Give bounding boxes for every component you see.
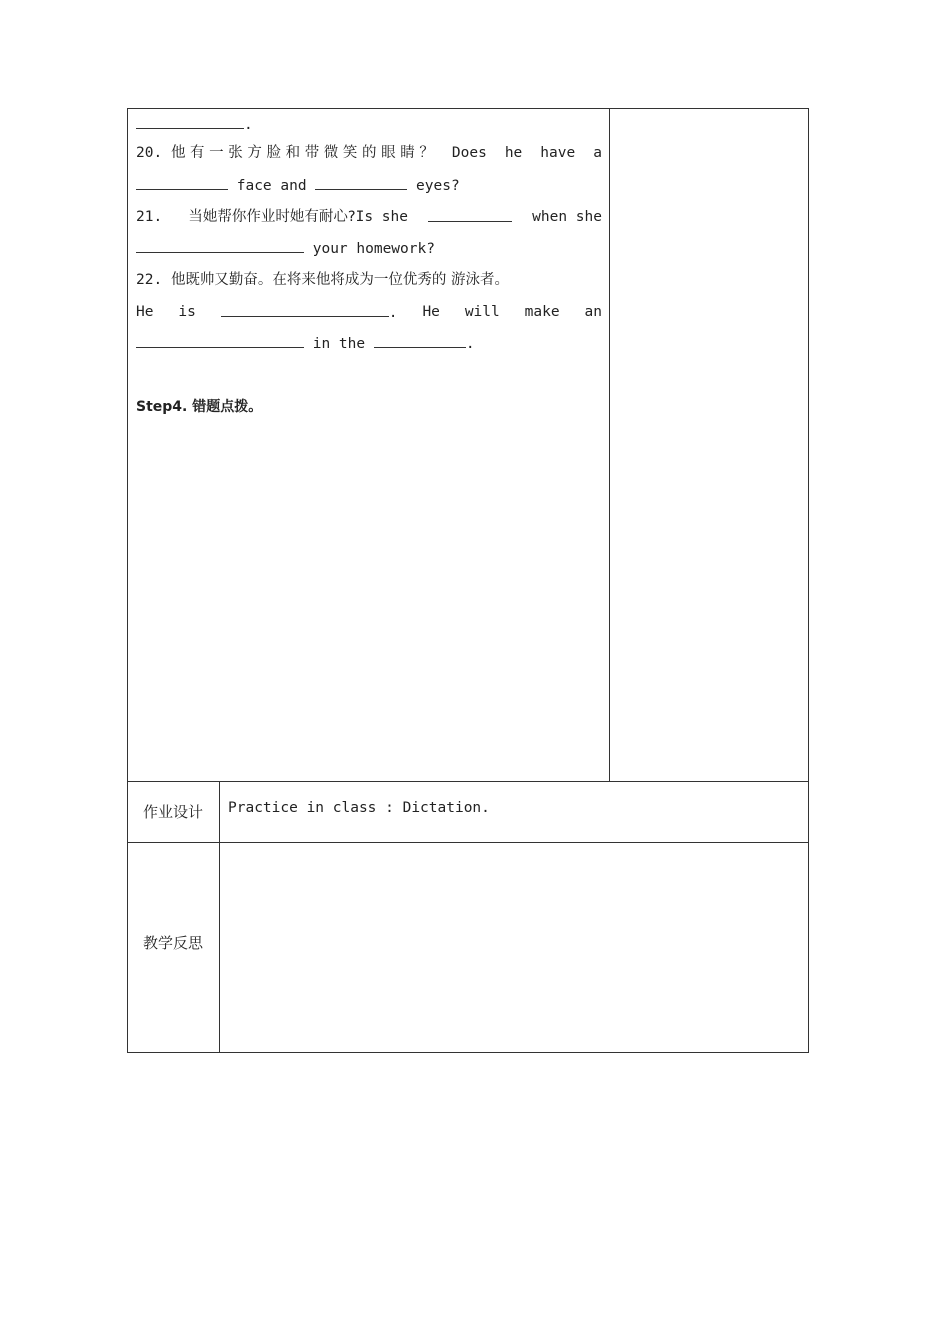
answer-blank: [374, 327, 466, 348]
table-border-bottom: [127, 1052, 809, 1053]
table-border-reflection-top: [127, 842, 809, 843]
label-column-divider: [219, 781, 220, 1053]
table-border-right: [808, 108, 809, 1053]
answer-blank: [136, 327, 304, 348]
notes-column-divider: [609, 108, 610, 782]
exercise-20-line-2: face and eyes?: [136, 169, 602, 201]
exercise-21-line-1: 21. 当她帮你作业时她有耐心?Is she when she: [136, 201, 602, 233]
exercise-20-chinese: 他 有 一 张 方 脸 和 带 微 笑 的 眼 睛 ？: [170, 145, 434, 161]
exercise-line-0: .: [136, 108, 602, 140]
reflection-label: 教学反思: [142, 934, 203, 952]
table-border-left: [127, 108, 128, 1053]
lesson-plan-table: [127, 108, 809, 1053]
exercise-20-line-1: 20. 他 有 一 张 方 脸 和 带 微 笑 的 眼 睛 ？ Does he have a: [136, 145, 602, 161]
answer-blank: [315, 169, 407, 190]
answer-blank: [136, 232, 304, 253]
exercise-22-line-2: He is . He will make an: [136, 296, 602, 328]
homework-content: Practice in class : Dictation.: [228, 800, 490, 816]
answer-blank: [221, 296, 389, 317]
exercise-22-chinese: 他既帅又勤奋。在将来他将成为一位优秀的 游泳者。: [170, 272, 510, 288]
answer-blank: [136, 169, 228, 190]
exercise-22-line-1: 22. 他既帅又勤奋。在将来他将成为一位优秀的 游泳者。: [136, 272, 510, 288]
exercise-21-line-2: your homework?: [136, 232, 602, 264]
answer-blank: [428, 201, 512, 222]
exercise-21-chinese: 当她帮你作业时她有耐心?: [188, 209, 356, 225]
exercise-22-line-3: in the .: [136, 327, 602, 359]
homework-label: 作业设计: [142, 803, 203, 821]
table-border-homework-top: [127, 781, 809, 782]
step4-heading: Step4. 错题点拨。: [136, 399, 263, 415]
answer-blank: [136, 108, 244, 129]
